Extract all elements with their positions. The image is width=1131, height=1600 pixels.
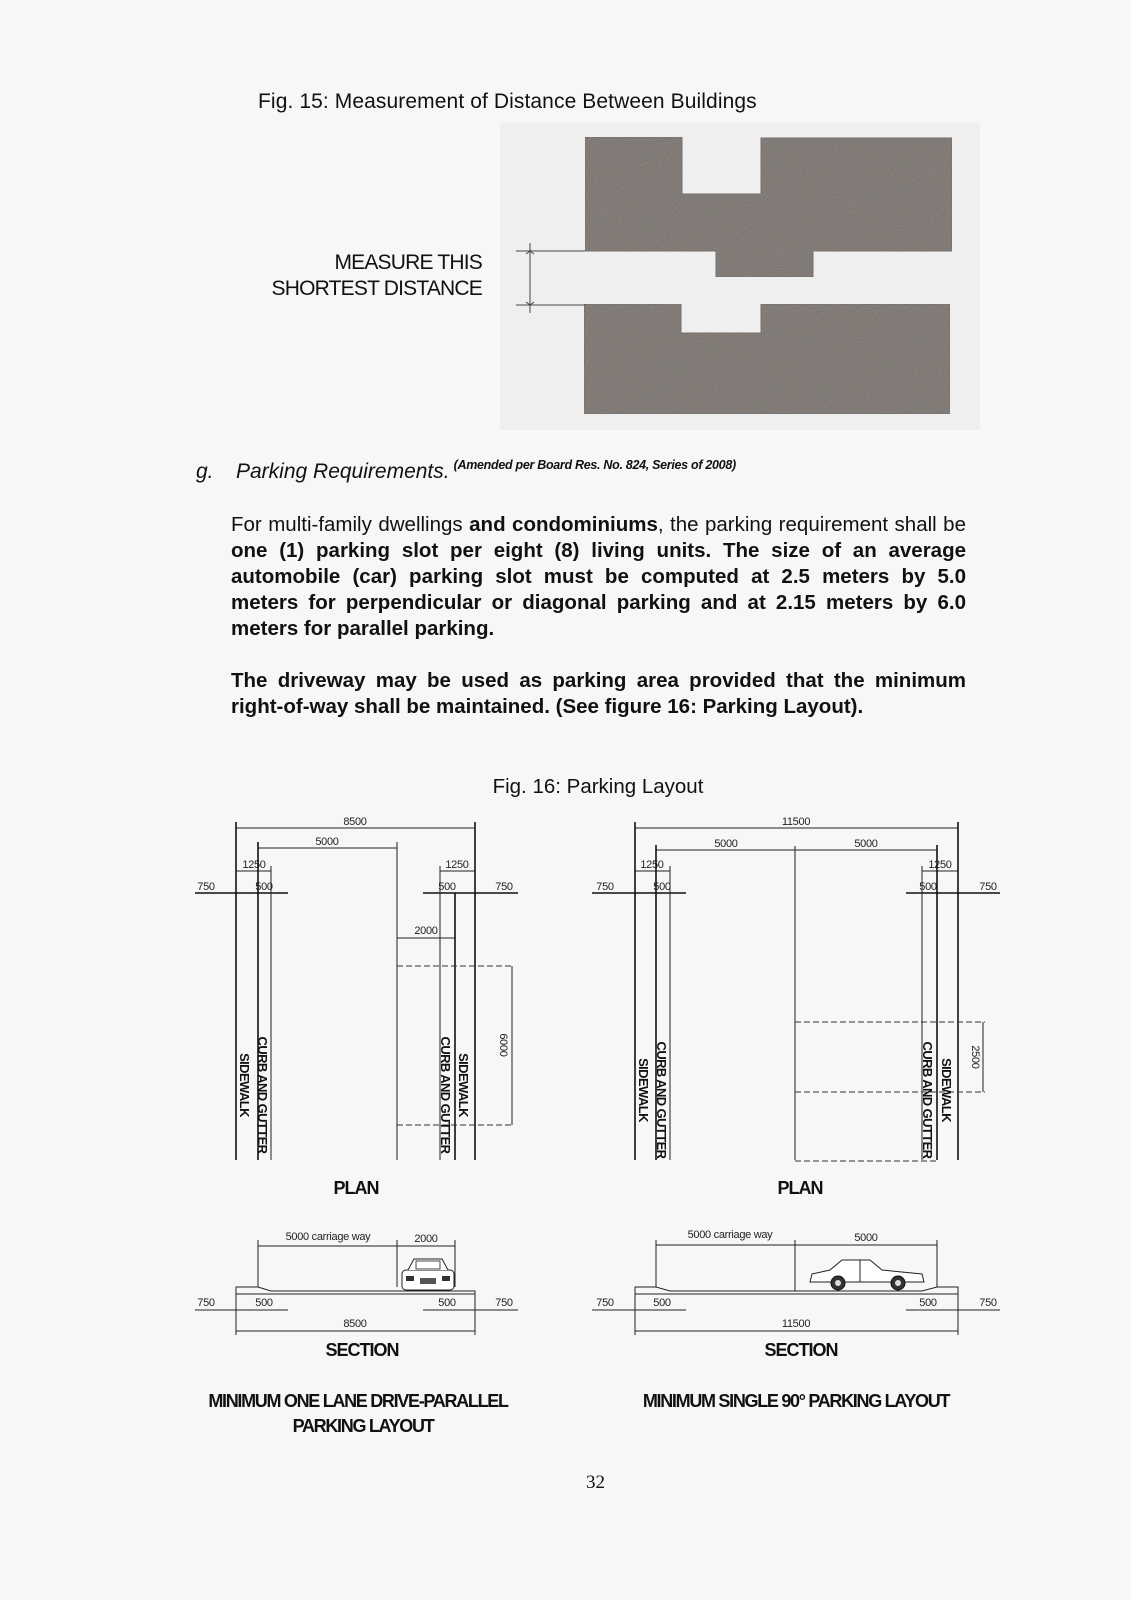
left-section-dim-750-right: 750 — [495, 1297, 513, 1309]
paragraph1-bold-b: one (1) parking slot per eight (8) living units. The size of an average automobile (car) parking slot must be computed at 2.5 meters by 5.0 meters for perpendicular or diagonal parking and at 2.15 meters by 6.0 meters for parallel parking. — [231, 539, 966, 640]
right-plan-dim-1250-right: 1250 — [928, 859, 952, 871]
right-plan-dim-carriage: 5000 — [714, 838, 738, 850]
left-plan-dim-carriage: 5000 — [315, 836, 339, 848]
right-section-dim-500-right: 500 — [919, 1297, 937, 1309]
left-section-dim-750-left: 750 — [197, 1297, 215, 1309]
right-plan-dim-2500: 2500 — [969, 1045, 981, 1069]
right-section-dim-750-right: 750 — [979, 1297, 997, 1309]
amendment-note: (Amended per Board Res. No. 824, Series of 2008) — [453, 458, 736, 472]
building-bottom — [584, 304, 950, 414]
left-section-dim-total: 8500 — [343, 1318, 367, 1330]
right-plan-dim-750-left: 750 — [596, 881, 614, 893]
left-plan-caption: PLAN — [333, 1178, 379, 1198]
right-layout-title: MINIMUM SINGLE 90° PARKING LAYOUT — [642, 1391, 950, 1411]
building-distance-figure — [500, 123, 980, 430]
section-letter: g. — [196, 460, 214, 483]
section-title: Parking Requirements. — [236, 460, 450, 483]
left-plan-dim-750-left: 750 — [197, 881, 215, 893]
left-section-caption: SECTION — [325, 1340, 399, 1360]
page-number: 32 — [586, 1472, 605, 1493]
left-plan-label-sidewalk-right: SIDEWALK — [456, 1053, 471, 1117]
paragraph1-text-a: For multi-family dwellings — [231, 513, 470, 536]
right-plan-caption: PLAN — [777, 1178, 823, 1198]
right-plan-dim-500-right: 500 — [919, 881, 937, 893]
left-plan-dim-750-right: 750 — [495, 881, 513, 893]
right-section-dim-parking: 5000 — [854, 1232, 878, 1244]
left-section-dim-carriage: 5000 carriage way — [285, 1231, 371, 1243]
right-plan-dim-total: 11500 — [781, 816, 811, 828]
left-section-dim-parking: 2000 — [414, 1233, 438, 1245]
left-section-dim-500-left: 500 — [255, 1297, 273, 1309]
right-plan-dim-750-right: 750 — [979, 881, 997, 893]
left-layout-title-line1: MINIMUM ONE LANE DRIVE-PARALLEL — [208, 1391, 508, 1411]
right-section-dim-total: 11500 — [781, 1318, 811, 1330]
left-layout-title-line2: PARKING LAYOUT — [292, 1416, 434, 1436]
left-plan-dim-500-left: 500 — [255, 881, 273, 893]
figure-15-title: Fig. 15: Measurement of Distance Between Buildings — [258, 90, 757, 113]
right-plan-label-sidewalk-right: SIDEWALK — [939, 1058, 954, 1122]
driveway-paragraph: The driveway may be used as parking area provided that the minimum right-of-way shall be maintained. (See figure 16: Parking Layout). — [231, 669, 966, 718]
right-section-dim-carriage: 5000 carriage way — [687, 1229, 773, 1241]
left-section-dim-500-right: 500 — [438, 1297, 456, 1309]
car-side-icon — [810, 1260, 924, 1290]
left-plan-dim-1250-right: 1250 — [445, 859, 469, 871]
left-plan-label-curb-left: CURB AND GUTTER — [255, 1036, 270, 1154]
section-heading — [196, 458, 736, 484]
right-plan-label-curb-right: CURB AND GUTTER — [920, 1041, 935, 1159]
parking-layout-diagram — [180, 800, 1010, 1440]
right-section-dim-500-left: 500 — [653, 1297, 671, 1309]
parking-requirement-paragraph — [231, 512, 966, 642]
left-plan-dim-1250-left: 1250 — [242, 859, 266, 871]
right-plan-dim-500-left: 500 — [653, 881, 671, 893]
right-plan — [592, 816, 1000, 1198]
left-plan-label-curb-right: CURB AND GUTTER — [438, 1036, 453, 1154]
right-section-dim-750-left: 750 — [596, 1297, 614, 1309]
right-plan-dim-1250-left: 1250 — [640, 859, 664, 871]
left-section — [195, 1231, 518, 1360]
left-plan-dim-total: 8500 — [343, 816, 367, 828]
paragraph1-text-b: , the parking requirement shall be — [657, 513, 966, 536]
left-plan — [195, 816, 518, 1198]
measure-annotation-line1: MEASURE THIS — [334, 251, 482, 274]
paragraph1-bold-a: and condominiums — [469, 513, 658, 536]
right-section — [592, 1229, 1000, 1360]
left-plan-label-sidewalk-left: SIDEWALK — [237, 1053, 252, 1117]
left-plan-dim-2000: 2000 — [414, 925, 438, 937]
right-plan-label-sidewalk-left: SIDEWALK — [636, 1058, 651, 1122]
figure-16-title: Fig. 16: Parking Layout — [492, 775, 704, 798]
right-plan-dim-parking: 5000 — [854, 838, 878, 850]
left-plan-dim-500-right: 500 — [438, 881, 456, 893]
right-section-caption: SECTION — [764, 1340, 838, 1360]
right-plan-label-curb-left: CURB AND GUTTER — [654, 1041, 669, 1159]
measure-annotation — [226, 250, 482, 302]
car-front-icon — [402, 1259, 454, 1290]
measure-annotation-line2: SHORTEST DISTANCE — [271, 277, 482, 300]
left-plan-dim-6000: 6000 — [497, 1033, 509, 1057]
